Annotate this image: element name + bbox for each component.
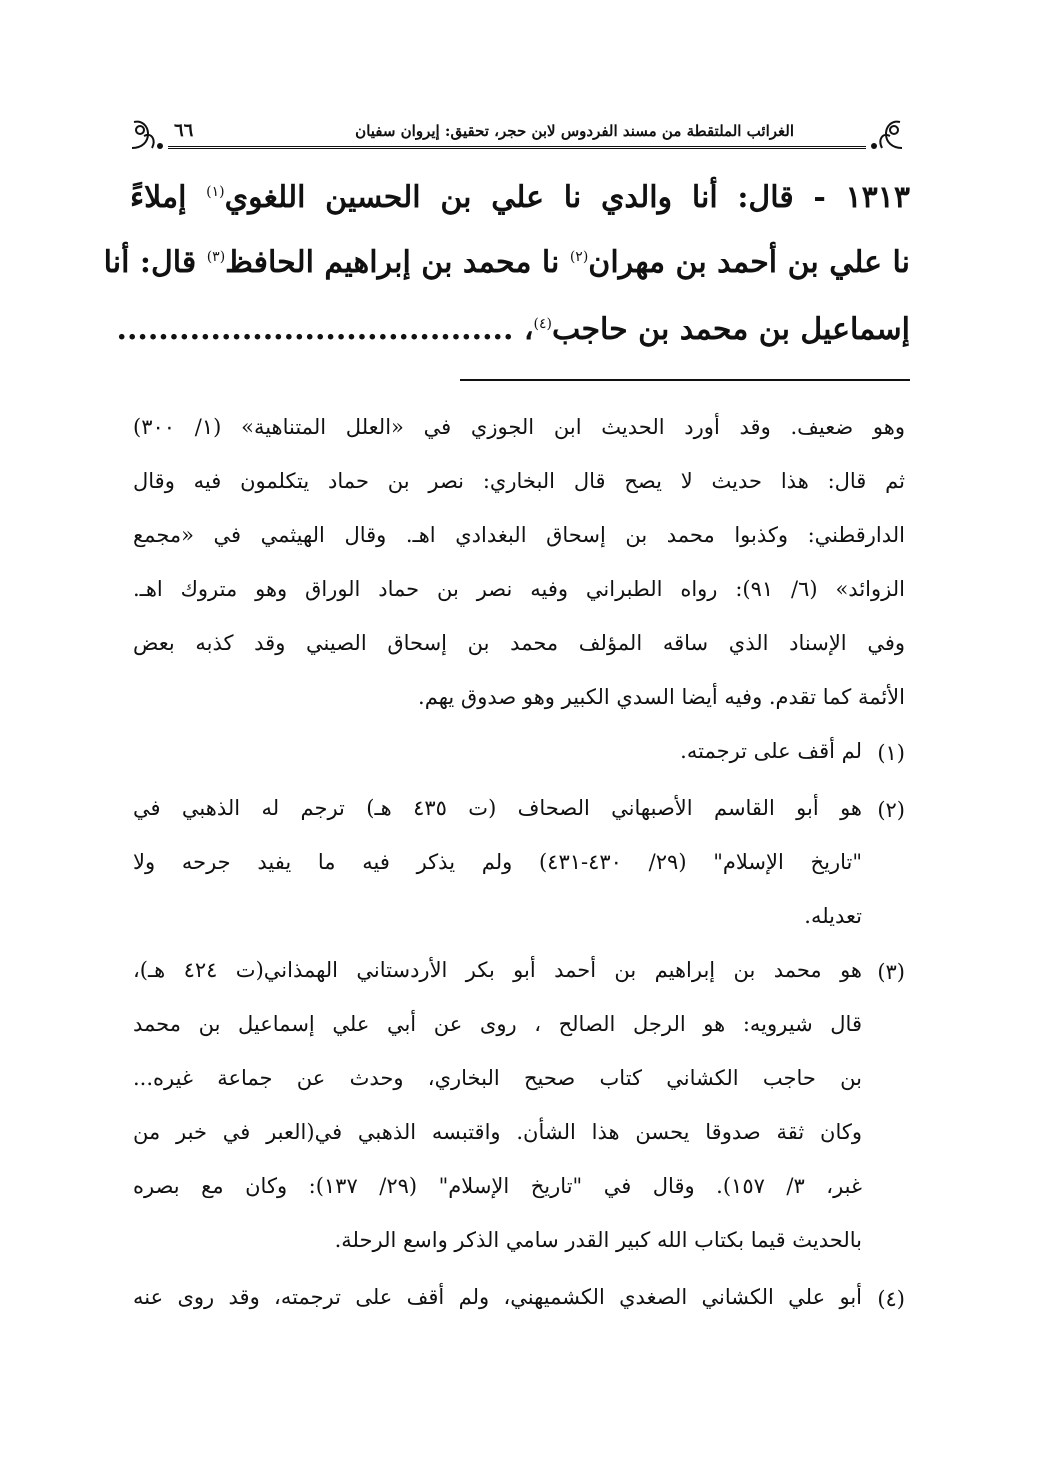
floral-ornament-icon [862,112,906,156]
page-number: ٦٦ [174,120,194,141]
running-header-title: الغرائب الملتقطة من مسند الفردوس لابن حجر، تحقيق: إيروان سفيان [355,122,794,140]
footnote-text-line: ثم قال: هذا حديث لا يصح قال البخاري: نصر بن حماد يتكلمون فيه وقال [133,469,905,493]
footnote-separator [460,379,910,381]
footnote-marker: (٤) [533,316,552,332]
footnote-number: (٣) [877,960,905,984]
footnote-marker: (٣) [206,249,226,265]
footnote-text-line: لم أقف على ترجمته. [680,739,862,763]
footnote-text-line: الدارقطني: وكذبوا محمد بن إسحاق البغدادي اهـ. وقال الهيثمي في «مجمع [133,523,905,547]
footnote-marker: (٢) [569,249,589,265]
footnote-text-line: وهو ضعيف. وقد أورد الحديث ابن الجوزي في «العلل المتناهية» (١/ ٣٠٠) [133,415,905,439]
footnote-text-line: غبر، ٣/ ١٥٧). وقال في "تاريخ الإسلام" (٢٩/ ١٣٧): وكان مع بصره [133,1174,862,1198]
main-text-line: نا علي بن أحمد بن مهران$^{(٢)}$ نا محمد بن إبراهيم الحافظ$^{(٣)}$ قال: أنا [103,245,910,280]
footnote-number: (٢) [877,798,905,822]
footnote-number: (١) [877,741,905,765]
footnote-marker: (١) [206,184,225,200]
page-header [128,112,906,156]
header-rule [168,146,866,149]
footnote-text-line: بن حاجب الكشاني كتاب صحيح البخاري، وحدث عن جماعة غيره... [133,1066,862,1090]
footnote-number: (٤) [877,1287,905,1311]
footnote-text-line: الأئمة كما تقدم. وفيه أيضا السدي الكبير وهو صدوق يهم. [418,685,905,709]
footnote-text-line: هو أبو القاسم الأصبهاني الصحاف (ت ٤٣٥ هـ) ترجم له الذهبي في [133,796,862,820]
footnote-text-line: "تاريخ الإسلام" (٢٩/ ٤٣٠-٤٣١) ولم يذكر فيه ما يفيد جرحه ولا [133,850,862,874]
footnote-text-line: وفي الإسناد الذي ساقه المؤلف محمد بن إسحاق الصيني وقد كذبه بعض [133,631,905,655]
floral-ornament-icon [128,112,172,156]
footnote-text-line: قال شيرويه: هو الرجل الصالح ، روى عن أبي علي إسماعيل بن محمد [133,1012,862,1036]
footnote-text-line: بالحديث قيما بكتاب الله كبير القدر سامي الذكر واسع الرحلة. [334,1228,862,1252]
footnote-text-line: هو محمد بن إبراهيم بن أحمد أبو بكر الأردستاني الهمذاني(ت ٤٢٤ هـ)، [133,958,862,982]
footnote-text-line: الزوائد» (٦/ ٩١): رواه الطبراني وفيه نصر بن حماد الوراق وهو متروك اهـ. [133,577,905,601]
footnote-text-line: أبو علي الكشاني الصغدي الكشميهني، ولم أقف على ترجمته، وقد روى عنه [133,1285,862,1309]
footnote-text-line: تعديله. [804,904,862,928]
main-text-line: ١٣١٣ - قال: أنا والدي نا علي بن الحسين اللغوي$^{(١)}$ إملاءً [130,180,910,215]
footnote-text-line: وكان ثقة صدوقا يحسن هذا الشأن. واقتبسه الذهبي في(العبر في خبر من [133,1120,862,1144]
main-text-line: إسماعيل بن محمد بن حاجب$^{(٤)}$، ...................................... [116,312,910,347]
